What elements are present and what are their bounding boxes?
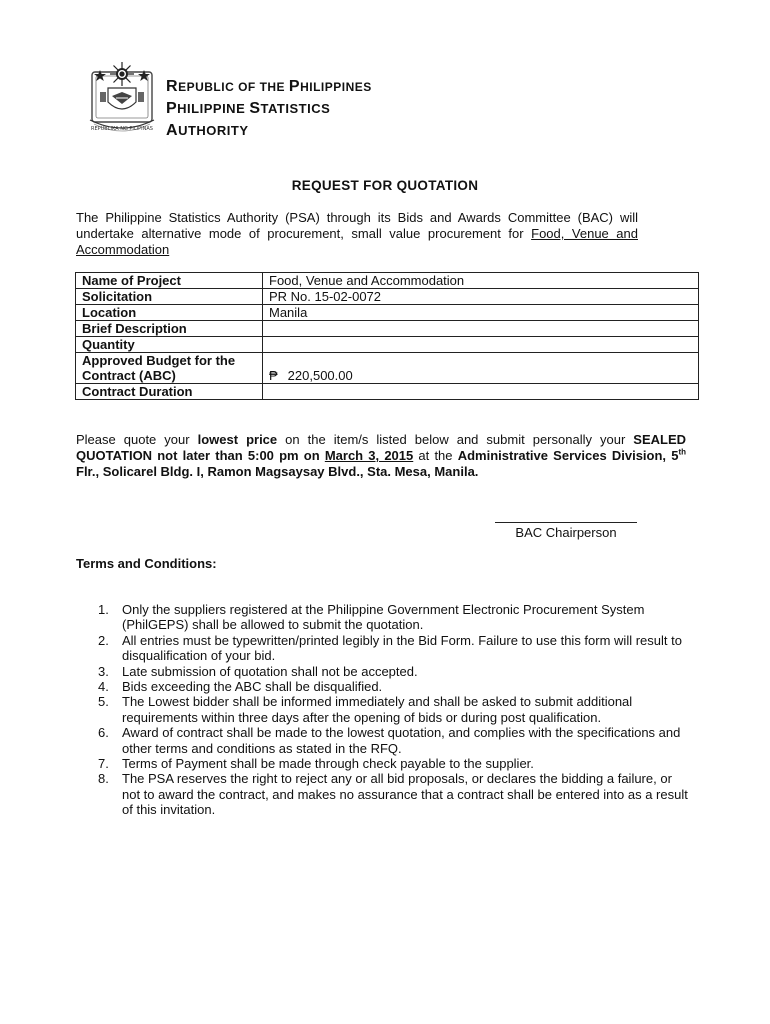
list-item: 5. The Lowest bidder shall be informed immediately and shall be asked to submit additional — [98, 694, 633, 710]
svg-text:REPUBLIKA NG PILIPINAS: REPUBLIKA NG PILIPINAS — [91, 126, 153, 132]
list-item: 2. All entries must be typewritten/printed legibly in the Bid Form. Failure to use this form will result to disqualification of your bid. — [98, 632, 682, 664]
row-label: Approved Budget for the Contract (ABC) — [76, 353, 263, 384]
row-label: Brief Description — [76, 321, 263, 337]
row-value: PR No. 15-02-0072 — [263, 289, 699, 305]
row-label: Quantity — [76, 337, 263, 353]
signature-line — [495, 522, 637, 523]
table-row — [76, 321, 699, 337]
table-row — [76, 273, 699, 289]
table-row — [76, 337, 699, 353]
quote-instructions: Please quote your lowest price on the item/s listed below and submit personally your SEALED QUOTATION not later than 5:00 pm on March 3, 2015 at the Administrative Services Division, 5th Flr., Solicarel Bldg. I, Ramon Magsaysay Blvd., Sta. Mesa, Manila. — [76, 432, 687, 479]
project-name-underlined: Food, Venue and Accommodation — [76, 226, 638, 257]
row-label: Solicitation — [76, 289, 263, 305]
document-title: REQUEST FOR QUOTATION — [291, 178, 479, 193]
table-row — [76, 305, 699, 321]
table-row — [76, 384, 699, 400]
org-line-1: REPUBLIC OF THE PHILIPPINES — [166, 78, 372, 95]
table-row — [76, 289, 699, 305]
org-name — [166, 76, 372, 142]
list-item: 6. Award of contract shall be made to the lowest quotation, and complies with the specifications and other terms and conditions as stated in the RFQ. — [98, 725, 681, 756]
list-item: 7. Terms of Payment shall be made through check payable to the supplier. — [98, 756, 534, 772]
intro-paragraph: The Philippine Statistics Authority (PSA) through its Bids and Awards Committee (BAC) will undertake alternative mode of procurement, small value procurement for Food, Venue and Accommodation — [76, 210, 638, 257]
list-item: 1. Only the suppliers registered at the Philippine Government Electronic Procurement System (PhilGEPS) shall be allowed to submit the quotation. — [98, 602, 645, 633]
row-label: Location — [76, 305, 263, 321]
terms-list — [76, 602, 692, 818]
terms-heading: Terms and Conditions: — [76, 556, 217, 571]
row-value: Food, Venue and Accommodation — [263, 273, 699, 289]
peso-sign: ₱ — [269, 368, 278, 383]
row-value — [263, 321, 699, 337]
list-item: 3. Late submission of quotation shall not be accepted. — [98, 663, 418, 679]
list-item: requirements within three days after the opening of bids or during post qualification. — [122, 709, 602, 725]
row-label: Name of Project — [76, 273, 263, 289]
list-item: 4. Bids exceeding the ABC shall be disqualified. — [98, 679, 383, 695]
row-value — [263, 353, 699, 384]
org-line-2: PHILIPPINE STATISTICS — [166, 100, 331, 117]
project-info-table — [75, 272, 699, 400]
row-value — [263, 384, 699, 400]
abc-amount: 220,500.00 — [287, 368, 353, 383]
list-item: 8. The PSA reserves the right to reject any or all bid proposals, or declares the bidding a failure, or not to award the contract, and makes no assurance that a contract shall be entered into as a result of this invitation. — [98, 771, 688, 818]
row-label: Contract Duration — [76, 384, 263, 400]
signatory-title: BAC Chairperson — [515, 525, 617, 540]
philippine-seal-icon — [86, 58, 158, 138]
row-value: Manila — [263, 305, 699, 321]
table-row — [76, 353, 699, 384]
org-line-3: AUTHORITY — [166, 122, 249, 139]
row-value — [263, 337, 699, 353]
deadline-date: March 3, 2015 — [324, 448, 414, 463]
